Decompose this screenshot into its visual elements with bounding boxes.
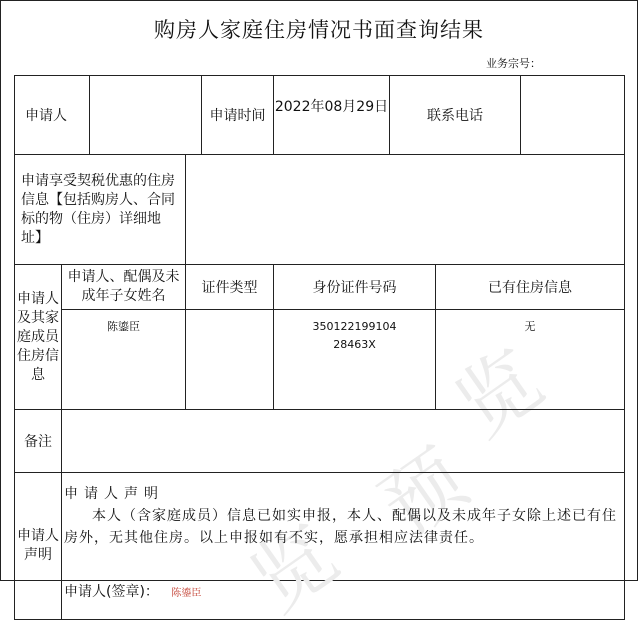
remarks-value — [62, 410, 625, 473]
declaration-body: 本人（含家庭成员）信息已如实申报，本人、配偶以及未成年子女除上述已有住房外，无其他住房。以上申报如有不实，愿承担相应法律责任。 — [64, 508, 617, 546]
watermark-text: 览 — [234, 507, 354, 630]
apply-time-value: 2022年08月29日 — [274, 76, 390, 155]
tax-housing-info-value — [186, 155, 625, 265]
id-number-header: 身份证件号码 — [274, 265, 436, 310]
member-name-header: 申请人、配偶及未成年子女姓名 — [62, 265, 186, 310]
member-section-label: 申请人及其家庭成员住房信息 — [15, 265, 62, 410]
business-number-label: 业务宗号： — [486, 57, 541, 70]
declaration-title: 申请人声明 — [64, 486, 164, 502]
watermark-text: 预 — [364, 432, 484, 555]
phone-label: 联系电话 — [390, 76, 521, 155]
id-number-line: 28463X — [333, 338, 376, 351]
watermark-text: 览 — [439, 332, 559, 455]
declaration-label: 申请人声明 — [15, 473, 62, 620]
id-type-header: 证件类型 — [186, 265, 274, 310]
remarks-label: 备注 — [15, 410, 62, 473]
document-title: 购房人家庭住房情况书面查询结果 — [154, 18, 484, 42]
member-name: 陈鎏臣 — [62, 310, 186, 410]
tax-housing-info-label: 申请享受契税优惠的住房信息【包括购房人、合同标的物（住房）详细地址】 — [15, 155, 186, 265]
query-result-table — [14, 75, 625, 620]
member-id-number — [274, 310, 436, 410]
applicant-label: 申请人 — [15, 76, 90, 155]
signature-value: 陈鎏臣 — [171, 588, 202, 599]
member-id-type — [186, 310, 274, 410]
housing-info-header: 已有住房信息 — [436, 265, 625, 310]
member-housing-info: 无 — [436, 310, 625, 410]
phone-value — [521, 76, 625, 155]
signature-line — [64, 581, 201, 605]
declaration-cell — [62, 473, 625, 620]
apply-time-label: 申请时间 — [202, 76, 274, 155]
id-number-line: 350122199104 — [312, 320, 397, 333]
signature-label: 申请人(签章)： — [64, 584, 159, 600]
applicant-value — [90, 76, 202, 155]
